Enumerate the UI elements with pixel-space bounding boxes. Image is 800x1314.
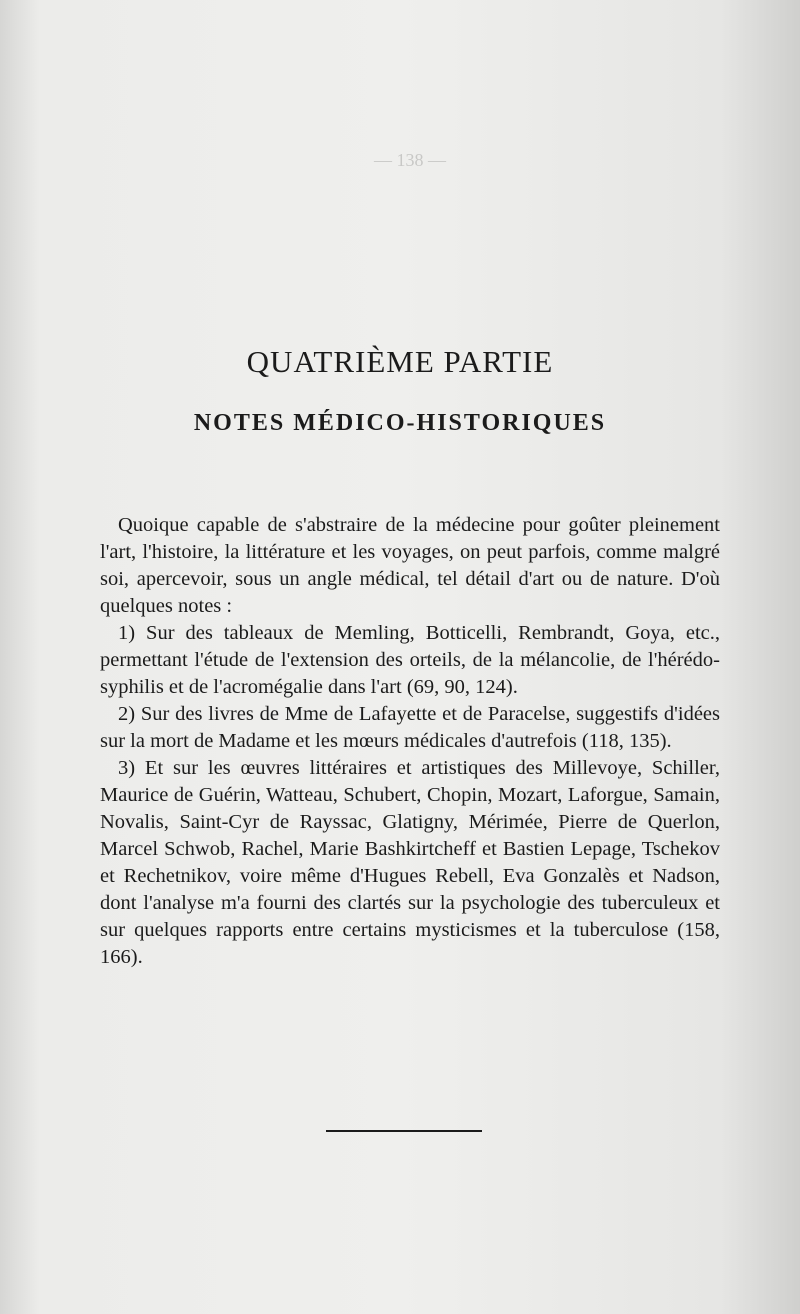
note-2: 2) Sur des livres de Mme de Lafayette et de Paracelse, suggestifs d'idées sur la mort de Madame et les mœurs médicales d'autrefois (118, 135). [100,703,720,752]
note-3: 3) Et sur les œuvres littéraires et artistiques des Millevoye, Schiller, Maurice de Guérin, Watteau, Schubert, Chopin, Mozart, Laforgue, Samain, Novalis, Saint-Cyr de Rayssac, Glatigny, Mérimée, Pierre de Querlon, Marcel Schwob, Rachel, Marie Bashkirtcheff et Bastien Lepage, Tschekov et Rechetnikov, voire même d'Hugues Rebell, Eva Gonzalès et Nadson, dont l'analyse m'a fourni des clartés sur la psychologie des tuberculeux et sur quelques rapports entre certains mysticismes et la tuberculose (158, 166). [100,757,720,968]
section-subtitle: NOTES MÉDICO-HISTORIQUES [193,410,607,436]
intro-paragraph: Quoique capable de s'abstraire de la médecine pour goûter pleinement l'art, l'histoire, la littérature et les voyages, on peut parfois, comme malgré soi, apercevoir, sous un angle médical, tel détail d'art ou de nature. D'où quelques notes : [100,514,720,617]
closing-rule [326,1130,482,1132]
part-title: QUATRIÈME PARTIE [246,344,554,379]
note-1: 1) Sur des tableaux de Memling, Botticelli, Rembrandt, Goya, etc., permettant l'étude de l'extension des orteils, de la mélancolie, de l'hérédo-syphilis et de l'acromégalie dans l'art (69, 90, 124). [100,622,720,698]
body-text [100,512,720,971]
page-number: — 138 — [374,150,446,170]
